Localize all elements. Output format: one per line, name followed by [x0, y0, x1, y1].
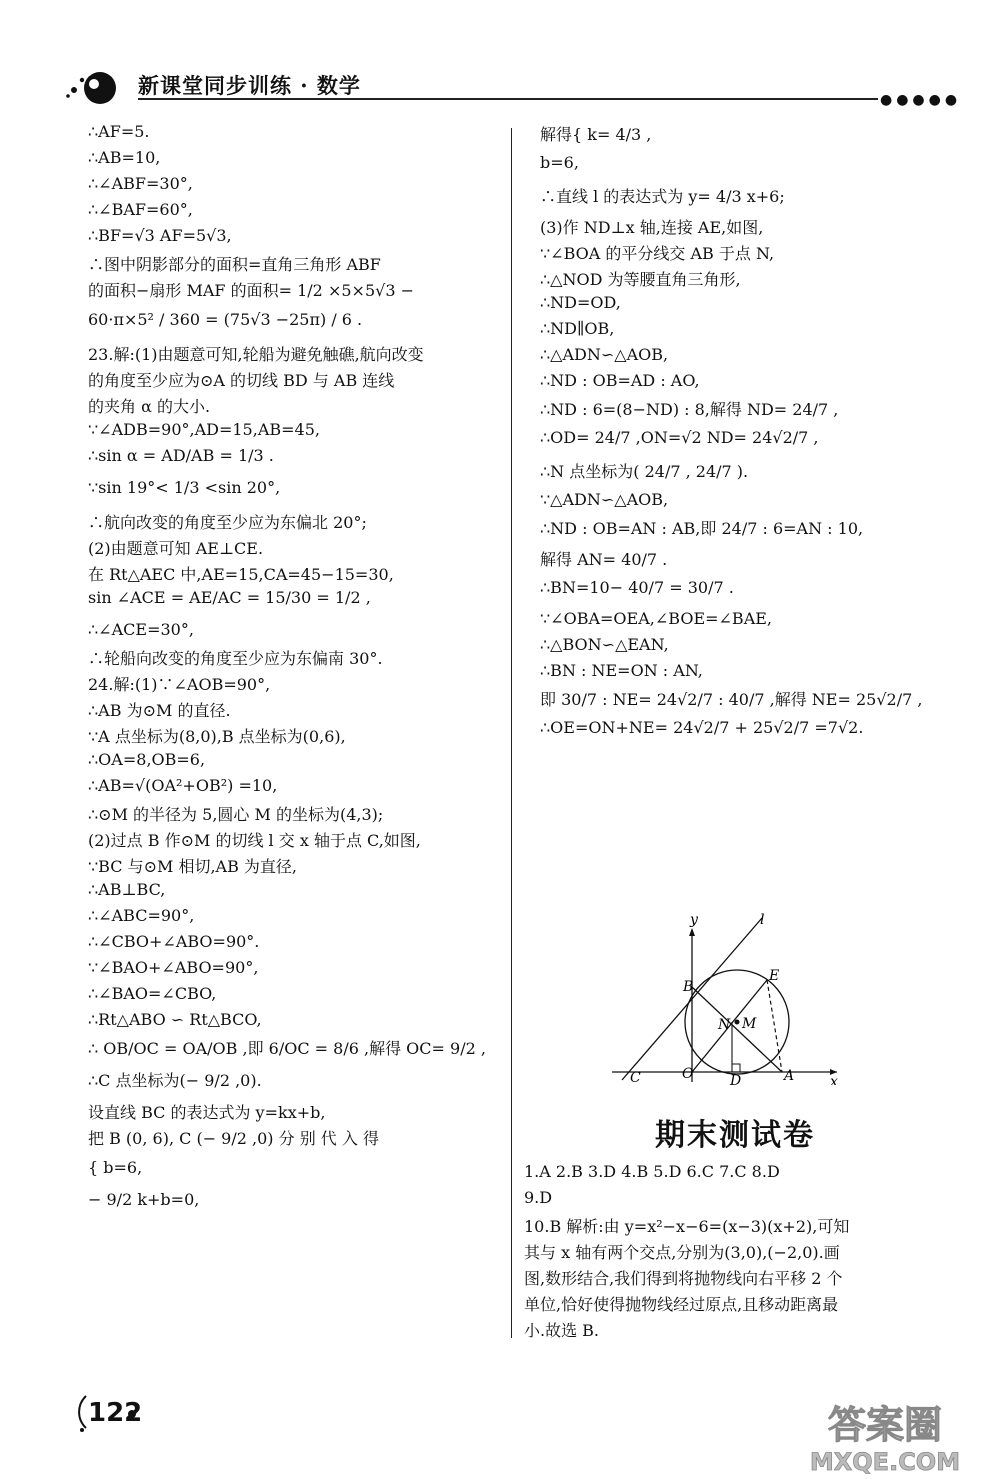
text-line: ∴∠ABF=30°,: [88, 174, 193, 193]
text-line: ∴ND : 6=(8−ND) : 8,解得 ND= 24/7 ,: [540, 400, 839, 419]
label-n: N: [718, 1017, 731, 1033]
watermark-bottom-text: MXQE.COM: [809, 1448, 961, 1476]
text-line: 单位,恰好使得抛物线经过原点,且移动距离最: [524, 1295, 839, 1314]
text-line: 解得{ k= 4/3 ,: [540, 125, 652, 144]
text-line: 23.解:(1)由题意可知,轮船为避免触礁,航向改变: [88, 345, 424, 364]
text-line: (2)由题意可知 AE⊥CE.: [88, 539, 264, 558]
label-x: x: [830, 1074, 838, 1085]
text-line: ∵sin 19°< 1/3 <sin 20°,: [88, 478, 281, 497]
text-line: ∴△BON∽△EAN,: [540, 635, 669, 654]
text-line: ∴ND : OB=AD : AO,: [540, 371, 700, 390]
column-divider: [511, 128, 512, 1338]
text-line: ∴AB=10,: [88, 148, 161, 167]
text-line: ∴轮船向改变的角度至少应为东偏南 30°.: [88, 649, 383, 668]
text-line: ∴sin α = AD/AB = 1/3 .: [88, 446, 274, 465]
text-line: 即 30/7 : NE= 24√2/7 : 40/7 ,解得 NE= 25√2/7 ,: [540, 690, 923, 709]
text-line: ∵△ADN∽△AOB,: [540, 490, 669, 509]
text-line: ∴航向改变的角度至少应为东偏北 20°;: [88, 513, 367, 532]
text-line: b=6,: [540, 153, 579, 172]
text-line: 的面积−扇形 MAF 的面积= 1/2 ×5×5√3 −: [88, 281, 414, 300]
text-line: 1.A 2.B 3.D 4.B 5.D 6.C 7.C 8.D: [524, 1162, 780, 1181]
page-number: 122: [88, 1398, 143, 1428]
text-line: 把 B (0, 6), C (− 9/2 ,0) 分 别 代 入 得: [88, 1129, 379, 1148]
text-line: 的角度至少应为⊙A 的切线 BD 与 AB 连线: [88, 371, 395, 390]
geometry-figure: [612, 910, 842, 1085]
label-m: M: [742, 1016, 757, 1032]
text-line: ∴ND : OB=AN : AB,即 24/7 : 6=AN : 10,: [540, 519, 864, 538]
text-line: ∴ND=OD,: [540, 293, 621, 312]
header-logo-icon: [60, 66, 120, 106]
text-line: ∴C 点坐标为(− 9/2 ,0).: [88, 1071, 262, 1090]
text-line: 60·π×5² / 360 = (75√3 −25π) / 6 .: [88, 310, 363, 329]
text-line: ∴AB 为⊙M 的直径.: [88, 701, 231, 720]
page-header: [60, 66, 962, 108]
text-line: 解得 AN= 40/7 .: [540, 550, 668, 569]
label-a: A: [784, 1068, 795, 1084]
text-line: ∴BN=10− 40/7 = 30/7 .: [540, 578, 734, 597]
text-line: ∴∠CBO+∠ABO=90°.: [88, 932, 260, 951]
text-line: 的夹角 α 的大小.: [88, 397, 211, 416]
text-line: ∵A 点坐标为(8,0),B 点坐标为(0,6),: [88, 727, 346, 746]
text-line: ∴AB⊥BC,: [88, 880, 166, 899]
text-line: ∴N 点坐标为( 24/7 , 24/7 ).: [540, 462, 749, 481]
watermark-top-text: 答案圈: [827, 1403, 943, 1447]
text-line: ∴∠BAF=60°,: [88, 200, 193, 219]
label-o: O: [682, 1066, 694, 1082]
text-line: ∴图中阴影部分的面积=直角三角形 ABF: [88, 255, 381, 274]
text-line: 图,数形结合,我们得到将抛物线向右平移 2 个: [524, 1269, 843, 1288]
text-line: ∴∠ACE=30°,: [88, 620, 194, 639]
text-line: 9.D: [524, 1188, 553, 1207]
label-d: D: [730, 1073, 742, 1085]
exam-title: 期末测试卷: [655, 1118, 815, 1153]
label-c: C: [630, 1070, 641, 1085]
text-line: ∴△NOD 为等腰直角三角形,: [540, 270, 741, 289]
text-line: ∴OD= 24/7 ,ON=√2 ND= 24√2/7 ,: [540, 428, 819, 447]
header-title: 新课堂同步训练 · 数学: [138, 73, 361, 98]
text-line: ∵BC 与⊙M 相切,AB 为直径,: [88, 857, 298, 876]
text-line: 小.故选 B.: [524, 1321, 600, 1340]
text-line: ∵∠BAO+∠ABO=90°,: [88, 958, 259, 977]
label-e: E: [769, 968, 780, 984]
text-line: ∴AB=√(OA²+OB²) =10,: [88, 776, 278, 795]
text-line: 设直线 BC 的表达式为 y=kx+b,: [88, 1103, 326, 1122]
watermark-logo: [780, 1400, 990, 1478]
text-line: 24.解:(1)∵∠AOB=90°,: [88, 675, 271, 694]
text-line: ∴直线 l 的表达式为 y= 4/3 x+6;: [540, 187, 785, 206]
label-b: B: [683, 979, 694, 995]
text-line: − 9/2 k+b=0,: [88, 1190, 200, 1209]
text-line: ∴ OB/OC = OA/OB ,即 6/OC = 8/6 ,解得 OC= 9/2 ,: [88, 1039, 486, 1058]
label-y: y: [690, 912, 698, 928]
text-line: 在 Rt△AEC 中,AE=15,CA=45−15=30,: [88, 565, 394, 584]
text-line: ∴AF=5.: [88, 122, 150, 141]
header-rule: [138, 98, 878, 100]
text-line: ∴∠ABC=90°,: [88, 906, 195, 925]
text-line: ∴OE=ON+NE= 24√2/7 + 25√2/7 =7√2.: [540, 718, 864, 737]
text-line: ∴⊙M 的半径为 5,圆心 M 的坐标为(4,3);: [88, 805, 384, 824]
text-line: (2)过点 B 作⊙M 的切线 l 交 x 轴于点 C,如图,: [88, 831, 421, 850]
header-dots: ●●●●●: [880, 92, 962, 108]
text-line: ∴ND∥OB,: [540, 319, 615, 338]
text-line: ∴Rt△ABO ∽ Rt△BCO,: [88, 1010, 262, 1029]
text-line: ∴BF=√3 AF=5√3,: [88, 226, 232, 245]
text-line: 10.B 解析:由 y=x²−x−6=(x−3)(x+2),可知: [524, 1217, 850, 1236]
text-line: (3)作 ND⊥x 轴,连接 AE,如图,: [540, 218, 764, 237]
text-line: sin ∠ACE = AE/AC = 15/30 = 1/2 ,: [88, 588, 371, 607]
text-line: ∴△ADN∽△AOB,: [540, 345, 669, 364]
text-line: { b=6,: [88, 1158, 143, 1177]
label-l: l: [760, 912, 765, 928]
text-line: ∴BN : NE=ON : AN,: [540, 661, 703, 680]
text-line: ∴∠BAO=∠CBO,: [88, 984, 217, 1003]
text-line: ∵∠ADB=90°,AD=15,AB=45,: [88, 420, 320, 439]
text-line: ∵∠BOA 的平分线交 AB 于点 N,: [540, 244, 775, 263]
text-line: ∴OA=8,OB=6,: [88, 750, 206, 769]
text-line: ∵∠OBA=OEA,∠BOE=∠BAE,: [540, 609, 773, 628]
text-line: 其与 x 轴有两个交点,分别为(3,0),(−2,0).画: [524, 1243, 840, 1262]
